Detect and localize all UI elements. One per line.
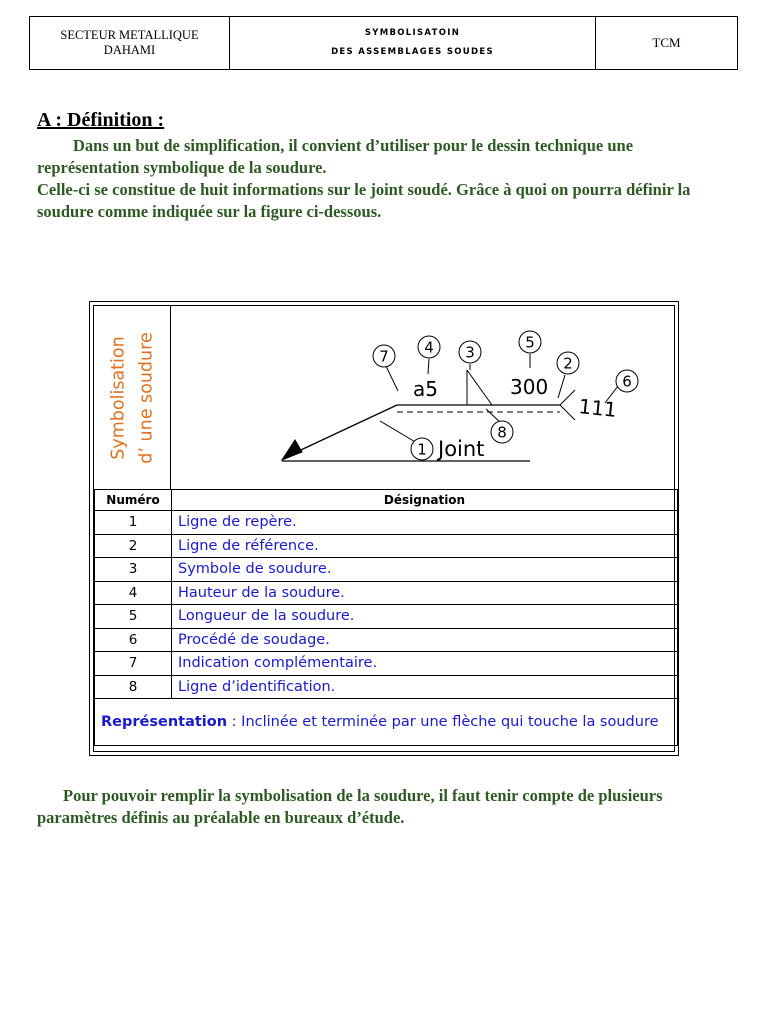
row-number: 8 xyxy=(95,675,172,699)
tail-upper xyxy=(560,390,575,405)
row-number: 2 xyxy=(95,534,172,558)
outro-paragraph: Pour pouvoir remplir la symbolisation de la soudure, il faut tenir compte de plusieurs paramètres définis au préalable en bureaux d’étude. xyxy=(37,786,663,827)
table-row xyxy=(95,534,678,558)
header-company-line2: DAHAMI xyxy=(103,43,156,57)
col-header-designation: Désignation xyxy=(172,490,678,511)
callout-3: 3 xyxy=(465,343,475,362)
section-title: A : Définition : xyxy=(37,109,165,131)
arrow-line xyxy=(288,405,397,456)
representation-cell xyxy=(95,699,678,746)
representation-label: Représentation xyxy=(101,713,228,730)
intro-paragraph-2: Celle-ci se constitue de huit informations sur le joint soudé. Grâce à quoi on pourra définir la soudure comme indiquée sur la figure ci-dessous. xyxy=(37,180,691,221)
figure-inner xyxy=(93,305,675,752)
weld-process-text: 111 xyxy=(577,394,618,422)
intro-text xyxy=(37,135,727,223)
weld-height-text: a5 xyxy=(413,377,438,401)
header-subject-line1: SYMBOLISATOIN xyxy=(364,28,461,38)
table-header-row xyxy=(95,490,678,511)
representation-row xyxy=(95,699,678,746)
outro-text xyxy=(37,785,737,829)
leader-4 xyxy=(428,359,429,374)
header-company xyxy=(30,17,230,69)
row-number: 4 xyxy=(95,581,172,605)
row-number: 1 xyxy=(95,511,172,535)
designation-table xyxy=(94,489,678,746)
side-label-line2: d’ une soudure xyxy=(136,331,157,464)
document-header xyxy=(29,16,738,70)
table-row xyxy=(95,581,678,605)
row-designation: Indication complémentaire. xyxy=(172,652,678,676)
row-designation: Symbole de soudure. xyxy=(172,558,678,582)
representation-text: : Inclinée et terminée par une flèche qui touche la soudure xyxy=(227,713,659,730)
table-row xyxy=(95,652,678,676)
row-designation: Ligne de repère. xyxy=(172,511,678,535)
leader-2 xyxy=(558,375,565,398)
callout-5: 5 xyxy=(525,333,535,352)
header-subject-line2: DES ASSEMBLAGES SOUDES xyxy=(331,47,494,57)
callout-2: 2 xyxy=(563,354,573,373)
row-designation: Procédé de soudage. xyxy=(172,628,678,652)
side-label-line1: Symbolisation xyxy=(108,335,129,460)
table-row xyxy=(95,558,678,582)
weld-symbol-diagonal xyxy=(467,370,492,405)
side-label xyxy=(96,306,169,489)
callout-7: 7 xyxy=(379,347,389,366)
row-designation: Ligne d’identification. xyxy=(172,675,678,699)
table-row xyxy=(95,675,678,699)
row-designation: Hauteur de la soudure. xyxy=(172,581,678,605)
header-company-line1: SECTEUR METALLIQUE xyxy=(60,28,199,42)
weld-length-text: 300 xyxy=(510,375,549,399)
callout-8: 8 xyxy=(497,423,507,442)
leader-7 xyxy=(386,366,398,391)
table-row xyxy=(95,511,678,535)
figure-frame xyxy=(89,301,679,756)
col-header-numero: Numéro xyxy=(95,490,172,511)
header-subject xyxy=(230,17,596,69)
header-code: TCM xyxy=(652,35,681,50)
row-number: 7 xyxy=(95,652,172,676)
callout-6: 6 xyxy=(622,372,632,391)
weld-symbol-diagram xyxy=(170,306,678,489)
table-row xyxy=(95,628,678,652)
row-number: 3 xyxy=(95,558,172,582)
callout-1: 1 xyxy=(417,440,427,459)
row-designation: Longueur de la soudure. xyxy=(172,605,678,629)
row-number: 5 xyxy=(95,605,172,629)
joint-text: Joint xyxy=(438,437,485,461)
table-row xyxy=(95,605,678,629)
row-number: 6 xyxy=(95,628,172,652)
intro-paragraph-1: Dans un but de simplification, il convient d’utiliser pour le dessin technique une représentation symbolique de la soudure. xyxy=(37,136,634,177)
tail-lower xyxy=(560,405,575,420)
arrow-head xyxy=(282,440,302,460)
row-designation: Ligne de référence. xyxy=(172,534,678,558)
callout-4: 4 xyxy=(424,338,434,357)
